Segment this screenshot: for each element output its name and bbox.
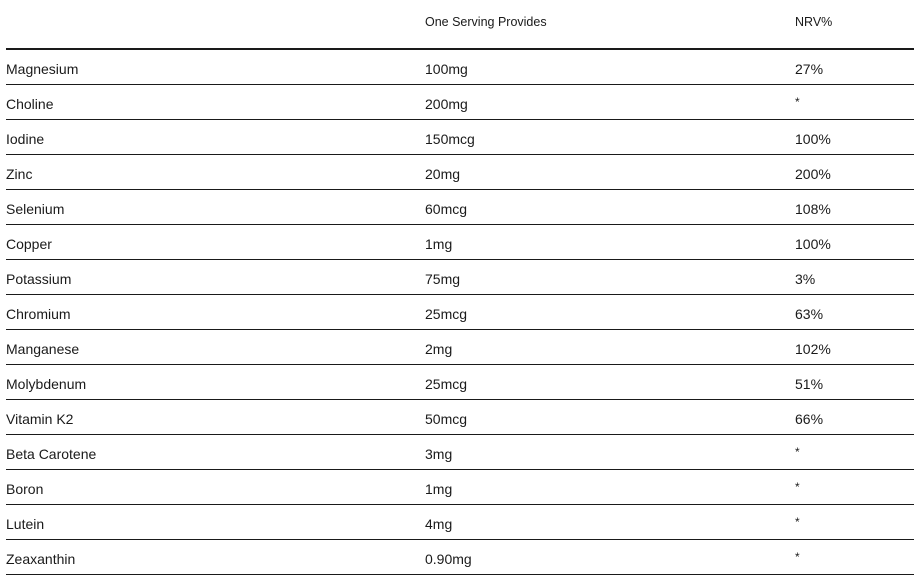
table-row [6,540,914,575]
serving-amount: 60mcg [425,201,468,217]
table-row [6,260,914,295]
table-row [6,120,914,155]
nrv-value: 200% [795,166,831,182]
nutrient-name: Iodine [6,131,45,147]
nutrient-name: Magnesium [6,61,79,77]
table-row [6,470,914,505]
table-header [6,0,914,50]
nrv-value: * [795,95,800,109]
serving-amount: 20mg [425,166,461,182]
nutrient-name: Manganese [6,341,80,357]
nutrient-name: Choline [6,96,54,112]
table-row [6,435,914,470]
table-row [6,155,914,190]
table-row [6,400,914,435]
nutrient-name: Boron [6,481,44,497]
nrv-value: 100% [795,131,831,147]
serving-amount: 2mg [425,341,453,357]
nutrient-name: Vitamin K2 [6,411,74,427]
nrv-value: * [795,445,800,459]
serving-amount: 75mg [425,271,461,287]
serving-amount: 150mcg [425,131,475,147]
serving-amount: 0.90mg [425,551,472,567]
serving-amount: 1mg [425,236,453,252]
table-row [6,50,914,85]
header-nrv: NRV% [795,15,833,29]
nrv-value: 51% [795,376,824,392]
serving-amount: 4mg [425,516,453,532]
nutrient-name: Selenium [6,201,65,217]
nutrient-name: Lutein [6,516,45,532]
nrv-value: * [795,480,800,494]
nrv-value: 100% [795,236,831,252]
nrv-value: 108% [795,201,831,217]
serving-amount: 100mg [425,61,468,77]
nutrient-name: Copper [6,236,52,252]
nutrient-name: Zinc [6,166,33,182]
nrv-value: 63% [795,306,824,322]
table-row [6,225,914,260]
table-row [6,330,914,365]
serving-amount: 1mg [425,481,453,497]
nutrient-name: Molybdenum [6,376,87,392]
nrv-value: 27% [795,61,824,77]
table-row [6,505,914,540]
nutrient-name: Potassium [6,271,72,287]
nrv-value: * [795,550,800,564]
serving-amount: 3mg [425,446,453,462]
nrv-value: 3% [795,271,816,287]
nutrient-name: Chromium [6,306,71,322]
serving-amount: 200mg [425,96,468,112]
table-row [6,365,914,400]
nrv-value: 102% [795,341,831,357]
nrv-value: * [795,515,800,529]
table-row [6,295,914,330]
nrv-value: 66% [795,411,824,427]
table-body [6,50,914,575]
header-amount: One Serving Provides [425,15,547,29]
nutrient-name: Zeaxanthin [6,551,76,567]
table-row [6,85,914,120]
serving-amount: 50mcg [425,411,468,427]
serving-amount: 25mcg [425,306,468,322]
nutrient-name: Beta Carotene [6,446,97,462]
table-row [6,190,914,225]
serving-amount: 25mcg [425,376,468,392]
nutrition-table [6,0,914,575]
